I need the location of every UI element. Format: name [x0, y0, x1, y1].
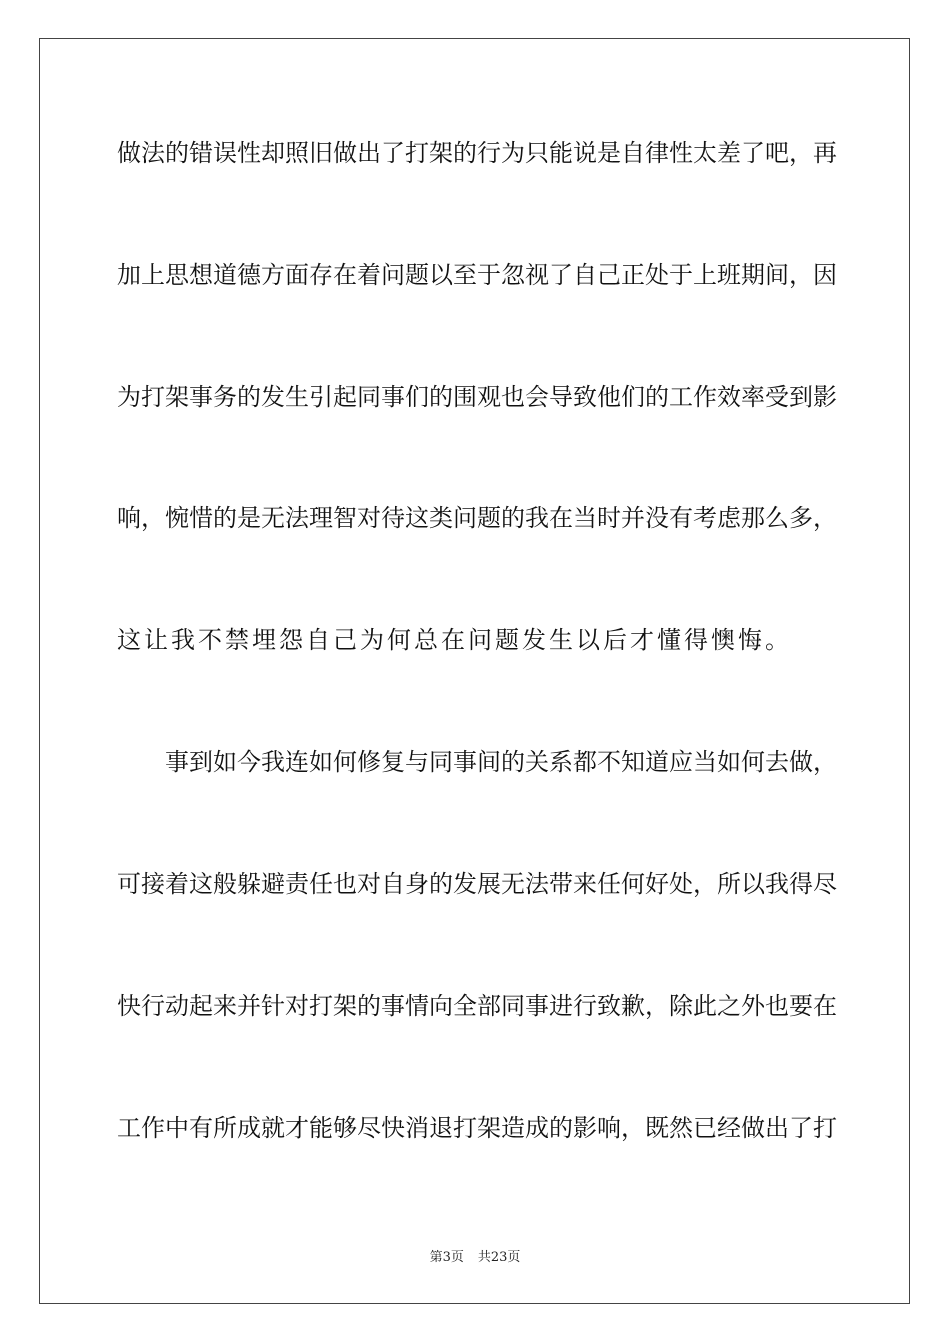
paragraph-line: 可接着这般躲避责任也对自身的发展无法带来任何好处，所以我得尽	[117, 870, 837, 898]
paragraph-line: 这让我不禁埋怨自己为何总在问题发生以后才懂得懊悔。	[117, 626, 792, 654]
paragraph-line: 加上思想道德方面存在着问题以至于忽视了自己正处于上班期间，因	[117, 261, 837, 289]
page-footer	[0, 1249, 950, 1267]
paragraph-line: 做法的错误性却照旧做出了打架的行为只能说是自律性太差了吧，再	[117, 139, 837, 167]
paragraph-line: 为打架事务的发生引起同事们的围观也会导致他们的工作效率受到影	[117, 383, 837, 411]
page-number: 第3页	[429, 1250, 464, 1265]
page-total: 共23页	[477, 1250, 521, 1265]
paragraph-line: 工作中有所成就才能够尽快消退打架造成的影响，既然已经做出了打	[117, 1114, 837, 1142]
paragraph-line: 响，惋惜的是无法理智对待这类问题的我在当时并没有考虑那么多，	[117, 504, 837, 532]
paragraph-line: 快行动起来并针对打架的事情向全部同事进行致歉，除此之外也要在	[117, 992, 837, 1020]
paragraph-line: 事到如今我连如何修复与同事间的关系都不知道应当如何去做，	[165, 748, 837, 776]
